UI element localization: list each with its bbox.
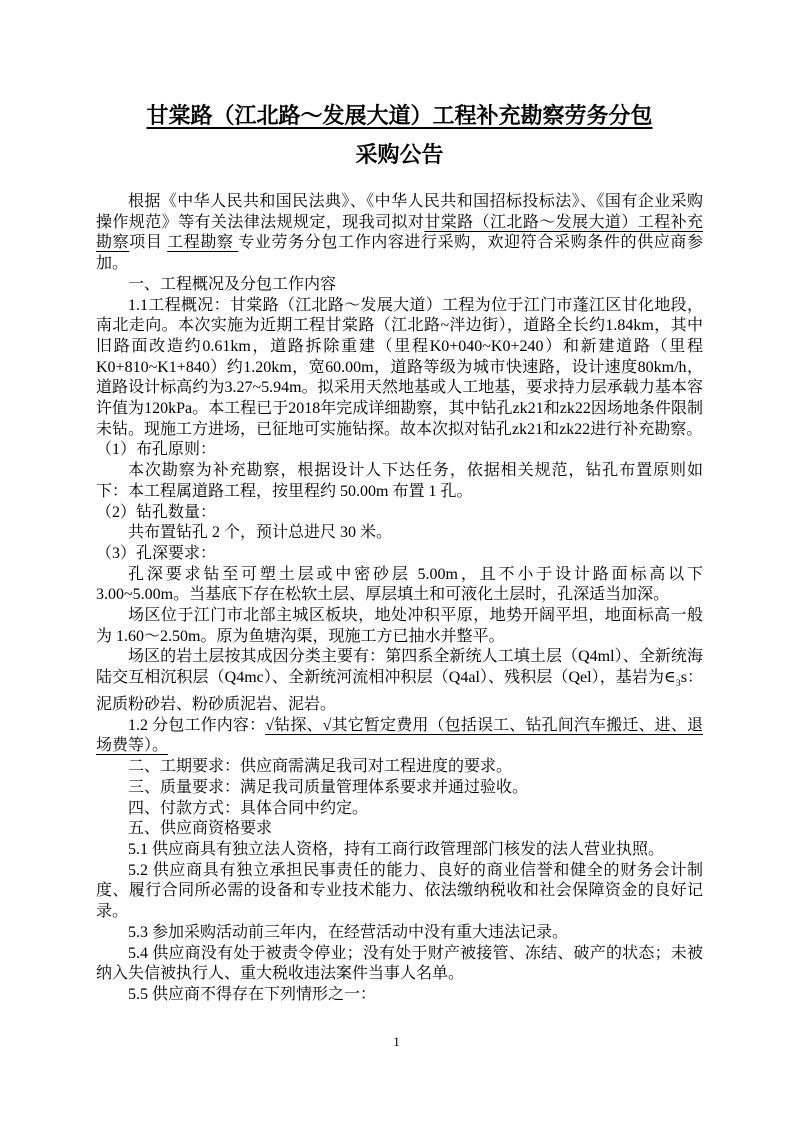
text-run: 一、工程概况及分包工作内容	[128, 275, 337, 293]
text-run: 根据《中华人民共和国民法典》、《中华人民共和国招标投标法》、《国有企业采购操作规范》等有关法律法规规定，现我司拟对	[96, 193, 703, 231]
text-run: 场区的岩土层按其成因分类主要有：第四系全新统人工填土层（Q4ml）、全新统海陆交互相沉积层（Q4mc）、全新统河流相冲积层（Q4al）、残积层（Qel），基岩为∈	[96, 648, 703, 687]
item-3-body	[96, 565, 703, 606]
page-number: 1	[393, 1034, 400, 1049]
text-run: 二、工期要求：供应商需满足我司对工程进度的要求。	[128, 758, 513, 776]
intro-paragraph	[96, 192, 703, 275]
text-run: （1）布孔原则：	[96, 441, 217, 459]
section-5-qualification	[96, 819, 703, 840]
text-run: 工程勘察	[167, 234, 239, 252]
text-run: 本次勘察为补充勘察，根据设计人下达任务，依据相关规范，钻孔布置原则如下：本工程属道路工程，按里程约 50.00m 布置 1 孔。	[96, 462, 703, 500]
text-run: 专业劳务分包工作内容进行采购，欢迎符合采购条件的供应商参加。	[96, 234, 703, 273]
section-2-schedule	[96, 757, 703, 778]
text-run: 3	[675, 678, 681, 690]
item-1-body	[96, 461, 703, 502]
text-run: 五、供应商资格要求	[128, 820, 273, 838]
site-description	[96, 606, 703, 647]
text-run: （2）钻孔数量：	[96, 503, 217, 521]
document-body	[96, 192, 703, 1006]
document-content	[96, 100, 703, 1006]
text-run: 5.1 供应商具有独立法人资格，持有工商行政管理部门核发的法人营业执照。	[128, 840, 665, 858]
clause-5-4	[96, 944, 703, 985]
text-run: √钻探、√其它暂定费用（包括误工、钻孔间汽车搬迁、进、退场费等）。	[96, 716, 703, 755]
item-2-heading	[96, 503, 703, 524]
clause-5-3	[96, 923, 703, 944]
text-run: 三、质量要求：满足我司质量管理体系要求并通过验收。	[128, 778, 529, 796]
text-run: 5.4 供应商没有处于被责令停业；没有处于财产被接管、冻结、破产的状态；未被纳入失信被执行人、重大税收违法案件当事人名单。	[96, 944, 703, 983]
text-run: 甘棠路（江北路～发展大道）工程补充勘察	[96, 213, 703, 252]
section-3-quality	[96, 778, 703, 799]
text-run: 孔深要求钻至可塑土层或中密砂层 5.00m，且不小于设计路面标高以下3.00~5.00m。当基底下存在松软土层、厚层填土和可液化土层时，孔深适当加深。	[96, 565, 703, 604]
text-run: 项目	[129, 234, 168, 252]
text-run: （3）孔深要求：	[96, 544, 217, 562]
text-run: 共布置钻孔 2 个，预计总进尺 30 米。	[128, 524, 393, 542]
text-run: 场区位于江门市北部主城区板块，地处冲积平原，地势开阔平坦，地面标高一般为 1.60～2.50m。原为鱼塘沟渠，现施工方已抽水并整平。	[96, 607, 703, 645]
document-title-line1: 甘棠路（江北路～发展大道）工程补充勘察劳务分包	[146, 103, 653, 128]
item-1-heading	[96, 440, 703, 461]
section-1-1-overview	[96, 296, 703, 441]
section-1-2-scope	[96, 716, 703, 757]
clause-5-5	[96, 985, 703, 1006]
text-run: 5.2 供应商具有独立承担民事责任的能力、良好的商业信誉和健全的财务会计制度、履行合同所必需的设备和专业技术能力、依法缴纳税收和社会保障资金的良好记录。	[96, 861, 703, 921]
geology-description	[96, 647, 703, 715]
section-heading-1	[96, 275, 703, 296]
document-title-line2: 采购公告	[355, 142, 444, 167]
section-4-payment	[96, 799, 703, 820]
item-3-heading	[96, 544, 703, 565]
text-run: 四、付款方式：具体合同中约定。	[128, 799, 369, 817]
text-run: 5.5 供应商不得存在下列情形之一：	[128, 985, 377, 1003]
text-run: 1.1工程概况：甘棠路（江北路～发展大道）工程为位于江门市蓬江区甘化地段，南北走向。本次实施为近期工程甘棠路（江北路~泮边街），道路全长约1.84km，其中旧路面改造约0.61km，道路拆除重建（里程K0+040~K0+240）和新建道路（里程K0+810~K1+840）约1.20km，宽60.00m，道路等级为城市快速路，设计速度80km/h，道路设计标高约为3.27~5.94m。拟采用天然地基或人工地基，要求持力层承载力基本容许值为120kPa。本工程已于2018年完成详细勘察，其中钻孔zk21和zk22因场地条件限制未钻。现施工方进场，已征地可实施钻探。故本次拟对钻孔zk21和zk22进行补充勘察。	[96, 296, 703, 438]
clause-5-1	[96, 840, 703, 861]
text-run: 5.3 参加采购活动前三年内，在经营活动中没有重大违法记录。	[128, 923, 569, 941]
clause-5-2	[96, 861, 703, 923]
text-run: 1.2 分包工作内容：	[128, 716, 266, 734]
text-run: s：泥质粉砂岩、粉砂质泥岩、泥岩。	[96, 669, 703, 714]
item-2-body	[96, 523, 703, 544]
